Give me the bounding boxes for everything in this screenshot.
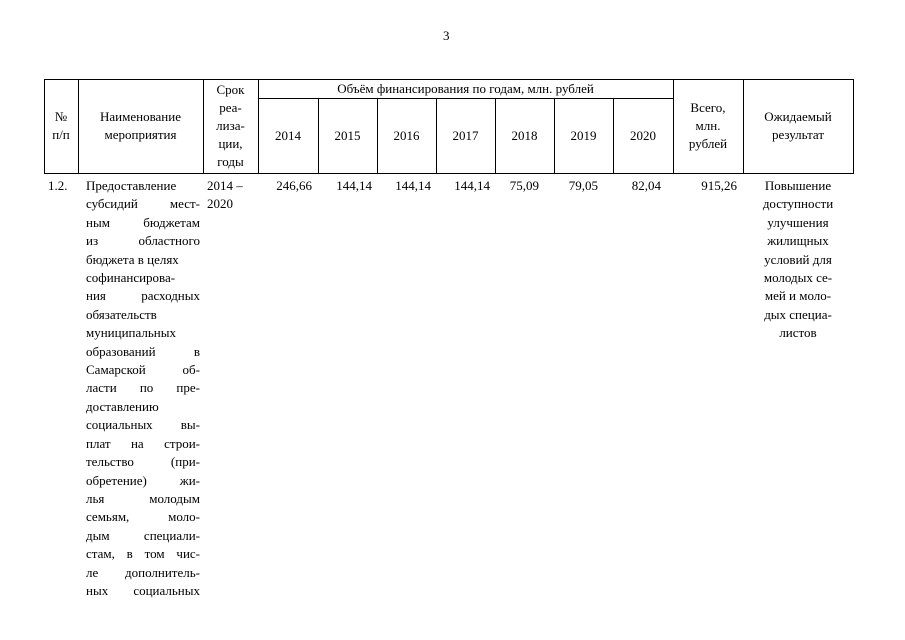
row-result: Повышение доступности улучшения жилищных условий для молодых се- мей и моло- дых специа- листов (762, 178, 834, 341)
header-name: Наименование мероприятия (100, 109, 181, 142)
value-2017: 144,14 (454, 178, 490, 193)
header-year-2016: 2016 (393, 127, 420, 143)
header-result: Ожидаемый результат (764, 109, 832, 142)
value-2018: 75,09 (509, 178, 539, 193)
value-2014: 246,66 (276, 178, 312, 193)
row-description: Предоставление субсидий мест- ным бюджетам из областного бюджета в целях софинансирова- ния расходных обязательств муниципальных образований в Самарской об- ласти по пре- доставлению социальных вы- плат на строи- тельство (при- обретение) жи- лья молодым семьям, моло- дым специали- стам, в том чис- ле дополнитель- ных социальных (86, 178, 200, 598)
header-year-2019: 2019 (570, 127, 597, 143)
value-2016: 144,14 (395, 178, 431, 193)
page-number: 3 (443, 28, 450, 43)
header-year-2017: 2017 (452, 127, 479, 143)
header-year-2015: 2015 (334, 127, 361, 143)
header-year-2020: 2020 (630, 127, 656, 143)
row-period: 2014 – 2020 (207, 178, 243, 211)
header-period: Срок реа- лиза- ции, годы (216, 82, 245, 169)
value-2019: 79,05 (568, 178, 598, 193)
header-num: № п/п (52, 109, 70, 142)
header-year-2014: 2014 (275, 127, 301, 143)
header-total: Всего, млн. рублей (688, 100, 728, 151)
header-funding: Объём финансирования по годам, млн. рублей (337, 80, 594, 96)
row-number: 1.2. (48, 178, 68, 193)
value-total: 915,26 (701, 178, 737, 193)
header-year-2018: 2018 (511, 127, 538, 143)
value-2020: 82,04 (631, 178, 661, 193)
value-2015: 144,14 (336, 178, 372, 193)
